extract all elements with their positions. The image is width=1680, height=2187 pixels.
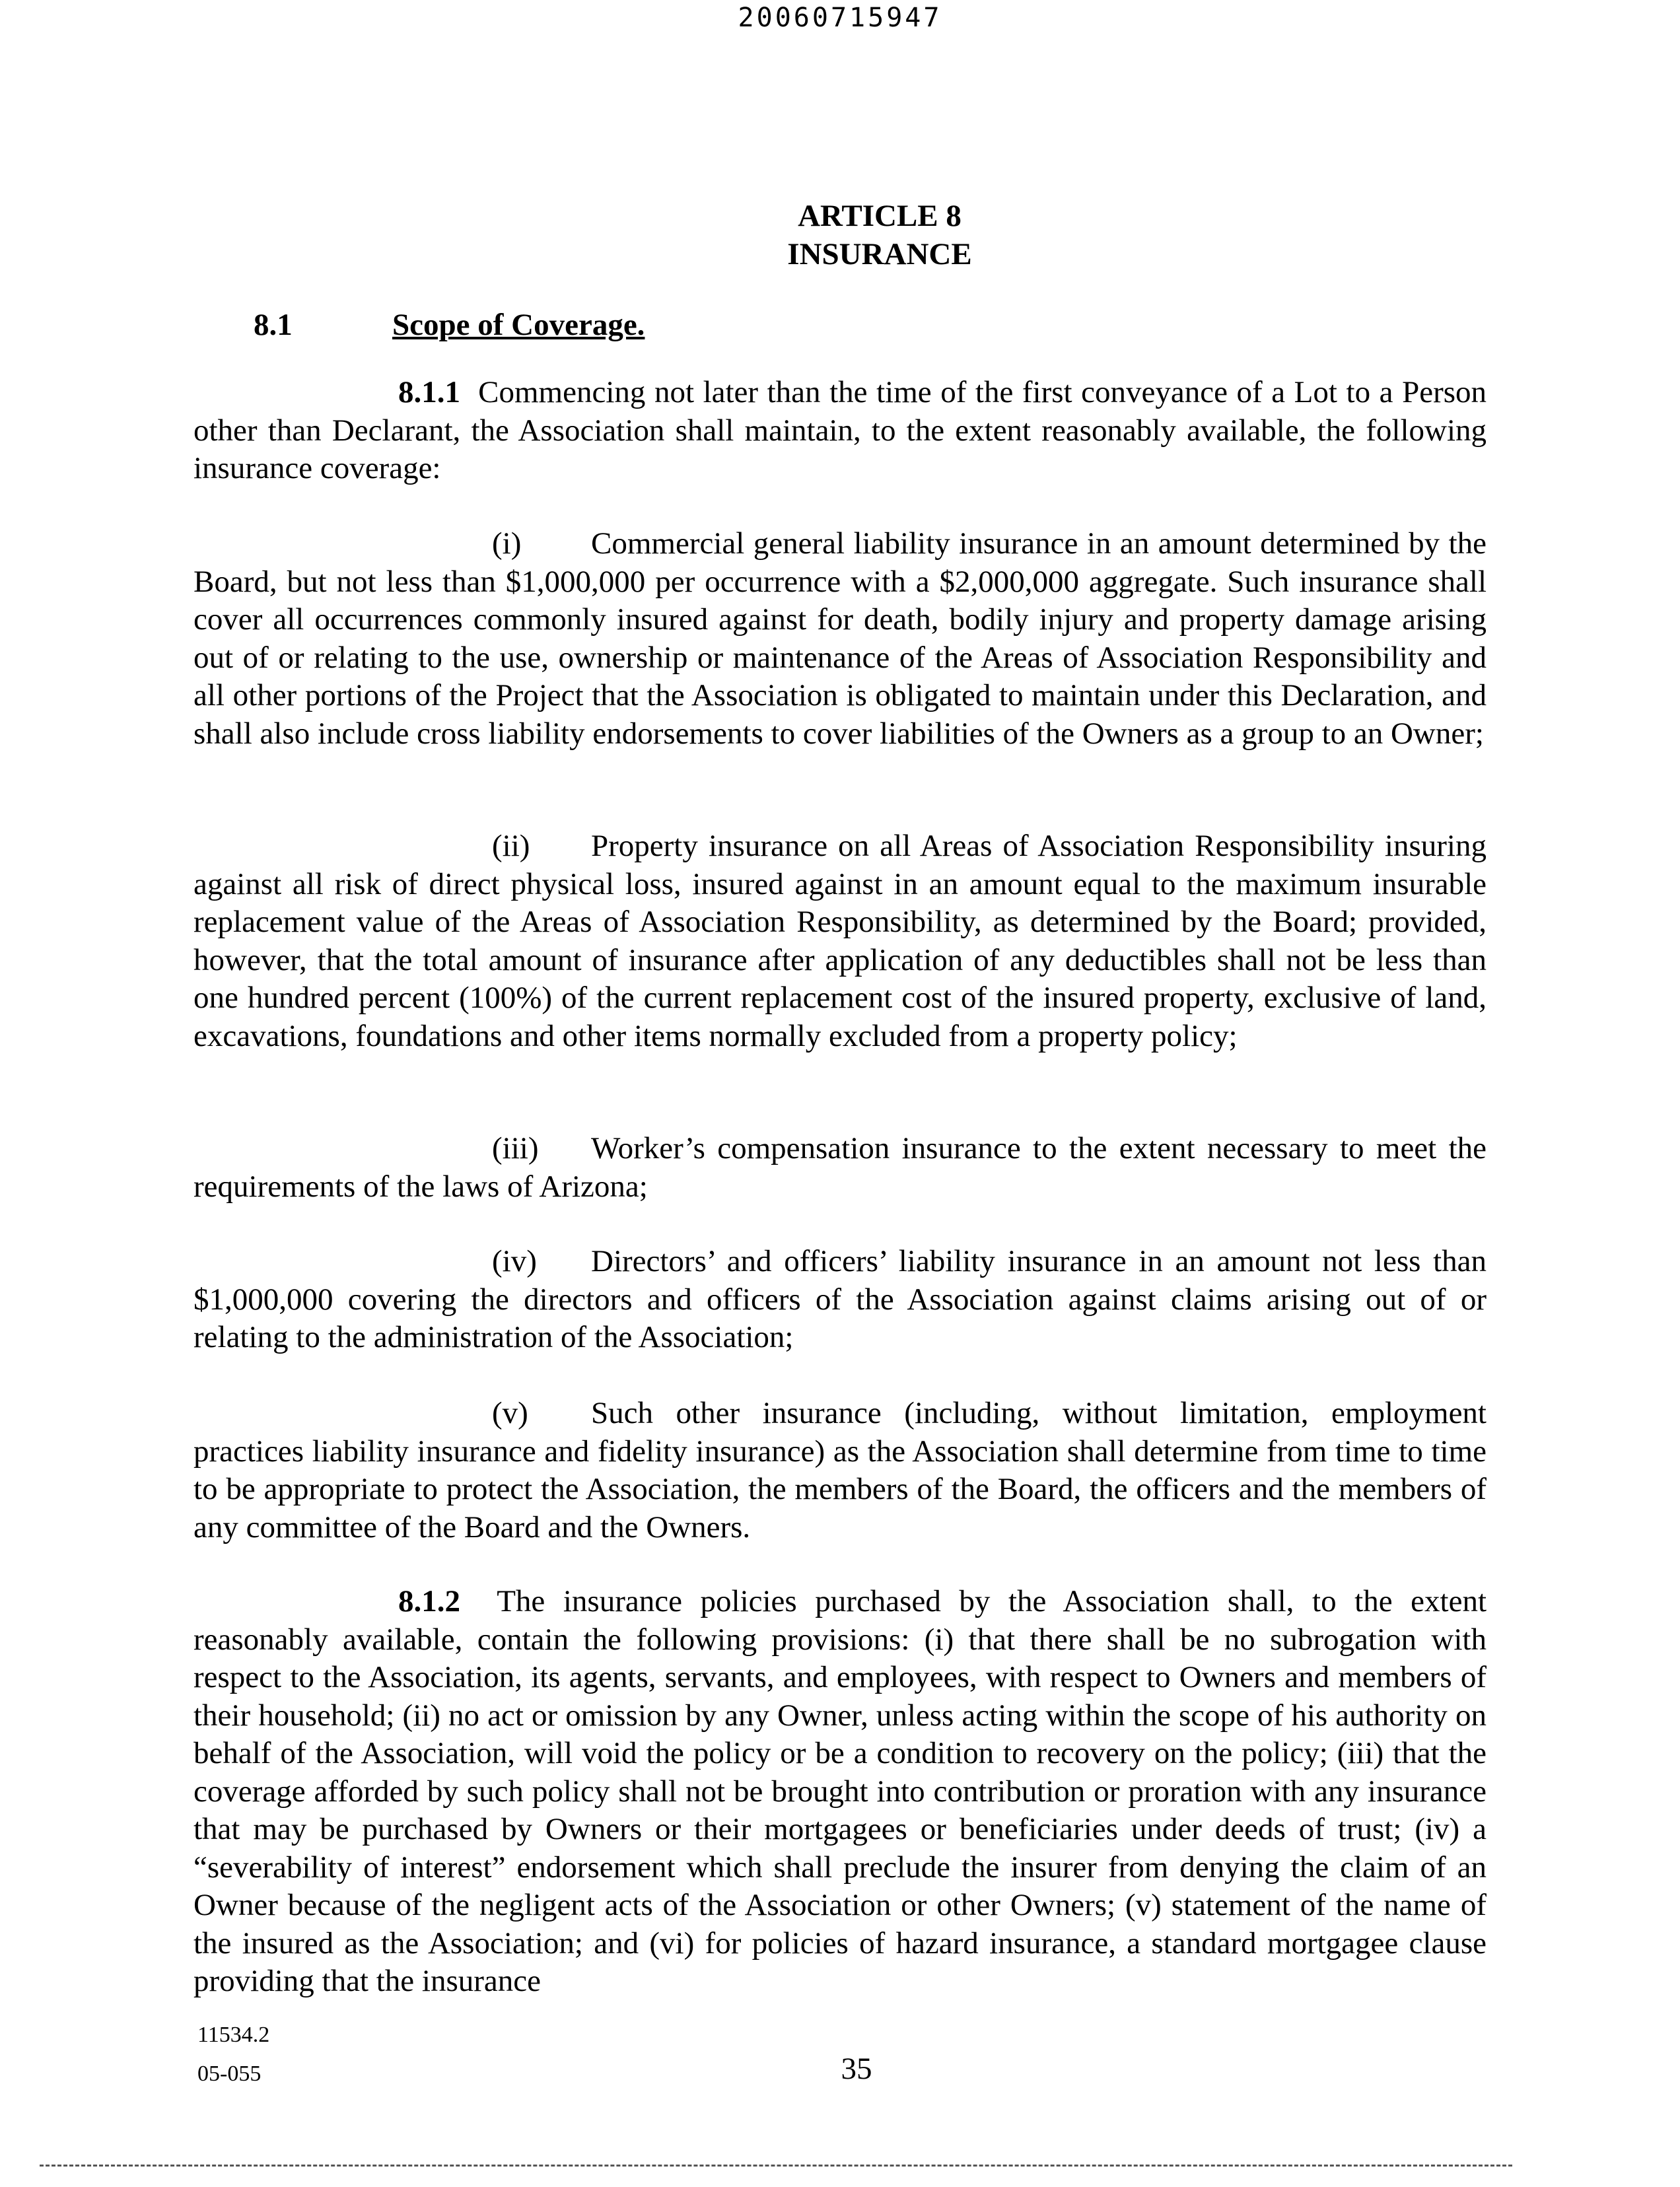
paragraph-number: 8.1.2 [398,1584,460,1618]
page-number-text: 35 [841,2052,872,2086]
document-code: 11534.2 [197,2023,270,2047]
paragraph-text: Commencing not later than the time of the first conveyance of a Lot to a Person other than Declarant, the Association shall maintain, to the extent reasonably available, the following insurance coverage: [193,375,1487,485]
page-number [0,2051,1680,2087]
item-text: Worker’s compensation insurance to the extent necessary to meet the requirements of the laws of Arizona; [193,1131,1487,1204]
item-number: (iii) [492,1131,539,1165]
paragraph-text: The insurance policies purchased by the Association shall, to the extent reasonably available, contain the following provisions: (i) that there shall be no subrogation with respect to the Association, its agents, servants, and employees, with respect to Owners and members of their household; (ii) no act or omission by any Owner, unless acting within the scope of his authority on behalf of the Association, will void the policy or be a condition to recovery on the policy; (iii) that the coverage afforded by such policy shall not be brought into contribution or proration with any insurance that may be purchased by Owners or their mortgagees or beneficiaries under deeds of trust; (iv) a “severability of interest” endorsement which shall preclude the insurer from denying the claim of an Owner because of the negligent acts of the Association or other Owners; (v) statement of the name of the insured as the Association; and (vi) for policies of hazard insurance, a standard mortgagee clause providing that the insurance [193,1584,1487,1998]
paragraph-number: 8.1.1 [398,375,460,409]
item-iv [193,1243,1487,1357]
item-text: Such other insurance (including, without limitation, employment practices liability insurance and fidelity insurance) as the Association shall determine from time to time to be appropriate to protect the Association, the members of the Board, the officers and the members of any committee of the Board and the Owners. [193,1396,1487,1545]
item-iii [193,1130,1487,1206]
recording-number: 20060715947 [738,3,942,33]
section-number: 8.1 [254,308,293,342]
section-heading [254,307,645,343]
scan-artifact-line [40,2165,1512,2167]
item-number: (v) [492,1396,528,1430]
item-text: Property insurance on all Areas of Association Responsibility insuring against all risk of direct physical loss, insured against in an amount equal to the maximum insurable replacement value of the Areas of Association Responsibility, as determined by the Board; provided, however, that the total amount of insurance after application of any deductibles shall not be less than one hundred percent (100%) of the current replacement cost of the insured property, exclusive of land, excavations, foundations and other items normally excluded from a property policy; [193,829,1487,1053]
article-number: ARTICLE 8 [798,199,962,233]
item-number: (ii) [492,829,530,863]
section-title: Scope of Coverage. [392,308,645,342]
item-v [193,1395,1487,1546]
paragraph-8-1-2 [193,1583,1487,2001]
article-title: INSURANCE [787,237,972,271]
item-text: Directors’ and officers’ liability insurance in an amount not less than $1,000,000 covering the directors and officers of the Association against claims arising out of or relating to the administration of the Association; [193,1244,1487,1354]
item-i [193,525,1487,753]
item-number: (i) [492,526,522,561]
item-ii [193,827,1487,1055]
item-number: (iv) [492,1244,537,1278]
matter-code: 05-055 [197,2062,262,2086]
paragraph-8-1-1 [193,374,1487,488]
item-text: Commercial general liability insurance in an amount determined by the Board, but not less than $1,000,000 per occurrence with a $2,000,000 aggregate. Such insurance shall cover all occurrences commonly insured against for death, bodily injury and property damage arising out of or relating to the use, ownership or maintenance of the Areas of Association Responsibility and all other portions of the Project that the Association is obligated to maintain under this Declaration, and shall also include cross liability endorsements to cover liabilities of the Owners as a group to an Owner; [193,526,1487,751]
article-heading [0,197,1680,273]
